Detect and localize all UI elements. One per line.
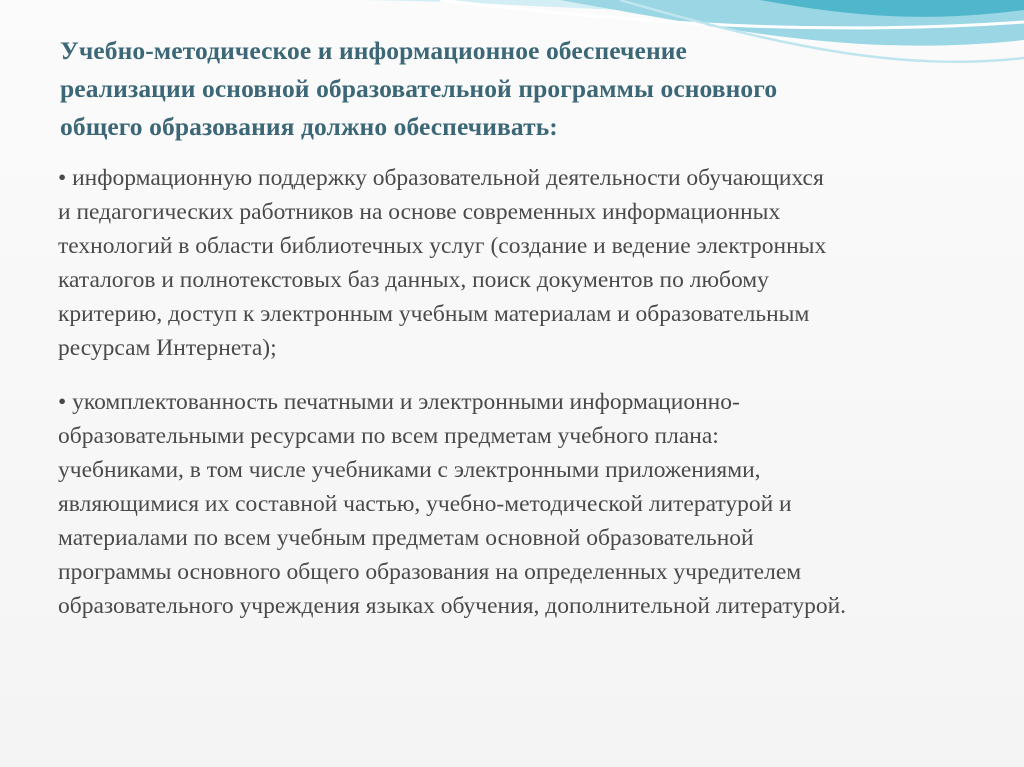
bullet-paragraph-information-support bbox=[58, 161, 1018, 365]
paragraph-line: учебниками, в том числе учебниками с электронными приложениями, bbox=[58, 457, 761, 483]
slide-title bbox=[60, 32, 1010, 146]
paragraph-line: критерию, доступ к электронным учебным материалам и образовательным bbox=[58, 301, 810, 327]
paragraph-line: программы основного общего образования на определенных учредителем bbox=[58, 559, 802, 585]
paragraph-line: технологий в области библиотечных услуг (создание и ведение электронных bbox=[58, 233, 827, 259]
paragraph-line: образовательными ресурсами по всем предметам учебного плана: bbox=[58, 423, 719, 449]
paragraph-line: ресурсам Интернета); bbox=[58, 335, 277, 361]
paragraph-line: материалами по всем учебным предметам основной образовательной bbox=[58, 525, 754, 551]
bullet-paragraph-resources bbox=[58, 385, 1018, 623]
paragraph-line: образовательного учреждения языках обучения, дополнительной литературой. bbox=[58, 593, 847, 619]
title-line: Учебно-методическое и информационное обеспечение bbox=[60, 36, 687, 65]
paragraph-line: являющимися их составной частью, учебно-методической литературой и bbox=[58, 491, 792, 517]
paragraph-line: • информационную поддержку образовательной деятельности обучающихся bbox=[58, 165, 824, 191]
paragraph-line: каталогов и полнотекстовых баз данных, поиск документов по любому bbox=[58, 267, 769, 293]
paragraph-line: • укомплектованность печатными и электронными информационно- bbox=[58, 389, 740, 415]
title-line: общего образования должно обеспечивать: bbox=[60, 112, 558, 141]
title-line: реализации основной образовательной программы основного bbox=[60, 74, 778, 103]
paragraph-line: и педагогических работников на основе современных информационных bbox=[58, 199, 781, 225]
